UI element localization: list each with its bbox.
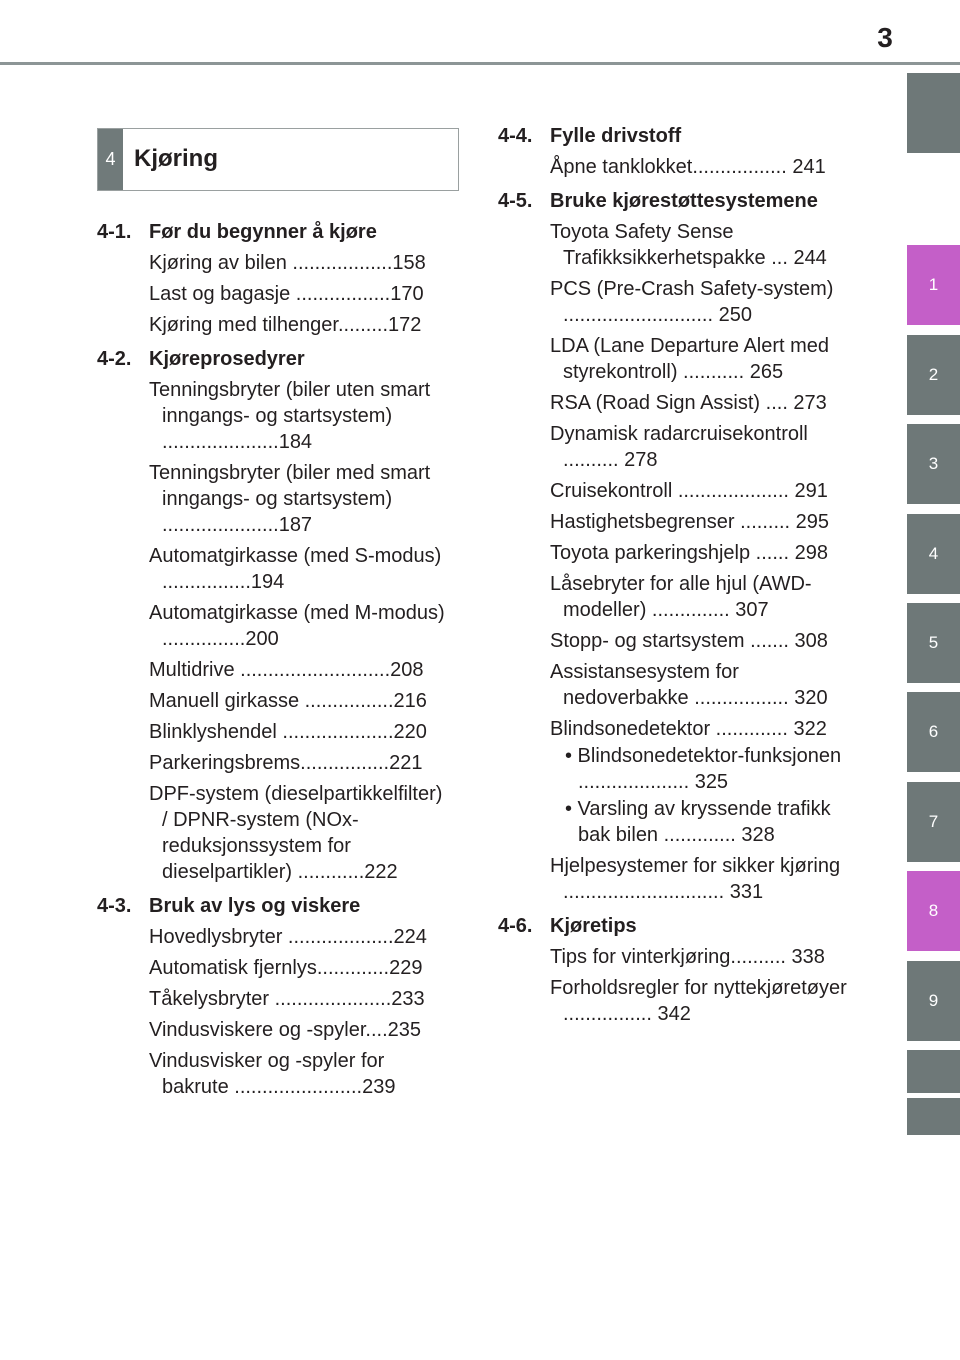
toc-entry[interactable] <box>498 421 850 473</box>
toc-section-number: 4-1. <box>97 221 132 243</box>
toc-entry-text: Hovedlysbryter ...................224 <box>149 926 427 948</box>
toc-sub-entry[interactable] <box>498 742 850 795</box>
toc-entry-text: Tenningsbryter (biler med smart inngangs- og startsystem) .....................187 <box>149 462 431 536</box>
toc-entry-text: Automatgirkasse (med M-modus) ...............200 <box>149 602 445 650</box>
toc-entry[interactable] <box>498 390 850 416</box>
toc-entry-text: Last og bagasje .................170 <box>149 283 424 305</box>
toc-entry-text: Kjøring med tilhenger.........172 <box>149 314 422 336</box>
toc-entry-text: Vindusviskere og -spyler....235 <box>149 1019 422 1041</box>
toc-section-title: Bruke kjørestøttesystemene <box>550 190 818 212</box>
chapter-tab-3[interactable]: 3 <box>907 424 960 504</box>
toc-entry-text: Hastighetsbegrenser ......... 295 <box>550 511 830 533</box>
toc-entry-text: Forholdsregler for nyttekjøretøyer ................ 342 <box>550 977 847 1025</box>
toc-entry-text: Åpne tanklokket................. 241 <box>550 156 826 178</box>
toc-entry-text: Automatgirkasse (med S-modus) ................194 <box>149 545 442 593</box>
toc-entry[interactable] <box>97 986 447 1012</box>
chapter-tab-1[interactable]: 1 <box>907 245 960 325</box>
toc-entry-text: Dynamisk radarcruisekontroll .......... 278 <box>550 423 808 471</box>
toc-section-title: Fylle drivstoff <box>550 125 682 147</box>
chapter-tab-6[interactable]: 6 <box>907 692 960 772</box>
toc-entry-text: Assistansesystem for nedoverbakke ................. 320 <box>550 661 828 709</box>
toc-entry-text: Tåkelysbryter .....................233 <box>149 988 425 1010</box>
toc-entry[interactable] <box>97 955 447 981</box>
toc-entry[interactable] <box>498 716 850 742</box>
toc-entry[interactable] <box>97 312 447 338</box>
toc-entry-text: RSA (Road Sign Assist) .... 273 <box>550 392 827 414</box>
toc-entry-text: Låsebryter for alle hjul (AWD-modeller) .............. 307 <box>550 573 812 621</box>
toc-entry[interactable] <box>97 688 447 714</box>
toc-entry-text: Toyota Safety Sense Trafikksikkerhetspakke ... 244 <box>550 221 827 269</box>
toc-entry-text: Hjelpesystemer for sikker kjøring ............................. 331 <box>550 855 841 903</box>
toc-section-number: 4-5. <box>498 190 533 212</box>
section-title: Kjøring <box>134 145 218 172</box>
toc-entry[interactable] <box>97 1017 447 1043</box>
toc-entry-text: Vindusvisker og -spyler for bakrute .......................239 <box>149 1050 396 1098</box>
toc-section-number: 4-4. <box>498 125 533 147</box>
toc-entry[interactable] <box>97 924 447 950</box>
chapter-tab-7[interactable]: 7 <box>907 782 960 862</box>
chapter-tab-blank-b[interactable] <box>907 1098 960 1135</box>
toc-entry[interactable] <box>498 540 850 566</box>
chapter-tab-9[interactable]: 9 <box>907 961 960 1041</box>
toc-entry[interactable] <box>498 975 850 1027</box>
toc-entry-text: Tips for vinterkjøring.......... 338 <box>550 946 825 968</box>
toc-entry-text: Toyota parkeringshjelp ...... 298 <box>550 542 828 564</box>
toc-entry-text: LDA (Lane Departure Alert med styrekontroll) ........... 265 <box>550 335 830 383</box>
toc-entry-text: Kjøring av bilen ..................158 <box>149 252 426 274</box>
toc-entry[interactable] <box>498 219 850 271</box>
toc-entry[interactable] <box>97 377 447 455</box>
section-header <box>97 128 459 191</box>
toc-entry[interactable] <box>498 659 850 711</box>
toc-entry-text: Blindsonedetektor ............. 322 <box>550 718 827 740</box>
toc-entry[interactable] <box>498 571 850 623</box>
toc-entry-text: PCS (Pre-Crash Safety-system) ........................... 250 <box>550 278 834 326</box>
toc-entry[interactable] <box>498 509 850 535</box>
toc-section-4-3[interactable] <box>97 893 447 919</box>
toc-entry[interactable] <box>97 1048 447 1100</box>
toc-entry[interactable] <box>498 853 850 905</box>
toc-section-number: 4-2. <box>97 348 132 370</box>
page-number: 3 <box>877 22 893 53</box>
toc-section-title: Kjøretips <box>550 915 637 937</box>
toc-entry-text: Blinklyshendel ....................220 <box>149 721 427 743</box>
toc-right-column <box>498 123 850 1027</box>
toc-entry[interactable] <box>97 657 447 683</box>
chapter-tab-2[interactable]: 2 <box>907 335 960 415</box>
chapter-tab-8[interactable]: 8 <box>907 871 960 951</box>
toc-entry[interactable] <box>97 719 447 745</box>
toc-section-4-5[interactable] <box>498 188 850 214</box>
toc-section-4-2[interactable] <box>97 346 447 372</box>
section-number: 4 <box>98 129 123 190</box>
toc-entry[interactable] <box>97 781 447 885</box>
toc-section-4-1[interactable] <box>97 219 447 245</box>
toc-entry[interactable] <box>97 281 447 307</box>
toc-section-4-4[interactable] <box>498 123 850 149</box>
toc-entry-text: Cruisekontroll .................... 291 <box>550 480 828 502</box>
toc-entry[interactable] <box>97 250 447 276</box>
toc-entry[interactable] <box>97 600 447 652</box>
toc-entry[interactable] <box>498 628 850 654</box>
toc-entry-text: Automatisk fjernlys.............229 <box>149 957 423 979</box>
chapter-tab-blank-a[interactable] <box>907 1050 960 1093</box>
toc-entry[interactable] <box>97 750 447 776</box>
toc-entry-text: • Varsling av kryssende trafikk bak bilen ............. 328 <box>565 798 831 846</box>
toc-entry-text: Multidrive ...........................208 <box>149 659 424 681</box>
toc-entry-text: • Blindsonedetektor-funksjonen .................... 325 <box>565 745 842 793</box>
toc-entry-text: Parkeringsbrems................221 <box>149 752 423 774</box>
toc-entry-text: Manuell girkasse ................216 <box>149 690 427 712</box>
toc-entry[interactable] <box>498 154 850 180</box>
toc-entry-text: Stopp- og startsystem ....... 308 <box>550 630 828 652</box>
toc-section-number: 4-3. <box>97 895 132 917</box>
chapter-tab-5[interactable]: 5 <box>907 603 960 683</box>
toc-entry[interactable] <box>498 944 850 970</box>
toc-left-column <box>97 219 447 1100</box>
chapter-tab-4[interactable]: 4 <box>907 514 960 594</box>
toc-entry[interactable] <box>97 460 447 538</box>
toc-entry[interactable] <box>498 333 850 385</box>
chapter-tab-blank-top[interactable] <box>907 73 960 153</box>
toc-section-4-6[interactable] <box>498 913 850 939</box>
toc-section-number: 4-6. <box>498 915 533 937</box>
toc-sub-entry[interactable] <box>498 795 850 848</box>
toc-entry[interactable] <box>498 478 850 504</box>
toc-entry-text: Tenningsbryter (biler uten smart inngangs- og startsystem) .....................184 <box>149 379 431 453</box>
toc-section-title: Kjøreprosedyrer <box>149 348 305 370</box>
toc-section-title: Før du begynner å kjøre <box>149 221 377 243</box>
header-rule <box>0 62 960 65</box>
toc-entry-text: DPF-system (dieselpartikkelfilter) / DPNR-system (NOx-reduksjonssystem for dieselpartikler) ............222 <box>149 783 443 883</box>
toc-entry[interactable] <box>97 543 447 595</box>
toc-entry[interactable] <box>498 276 850 328</box>
toc-section-title: Bruk av lys og viskere <box>149 895 361 917</box>
